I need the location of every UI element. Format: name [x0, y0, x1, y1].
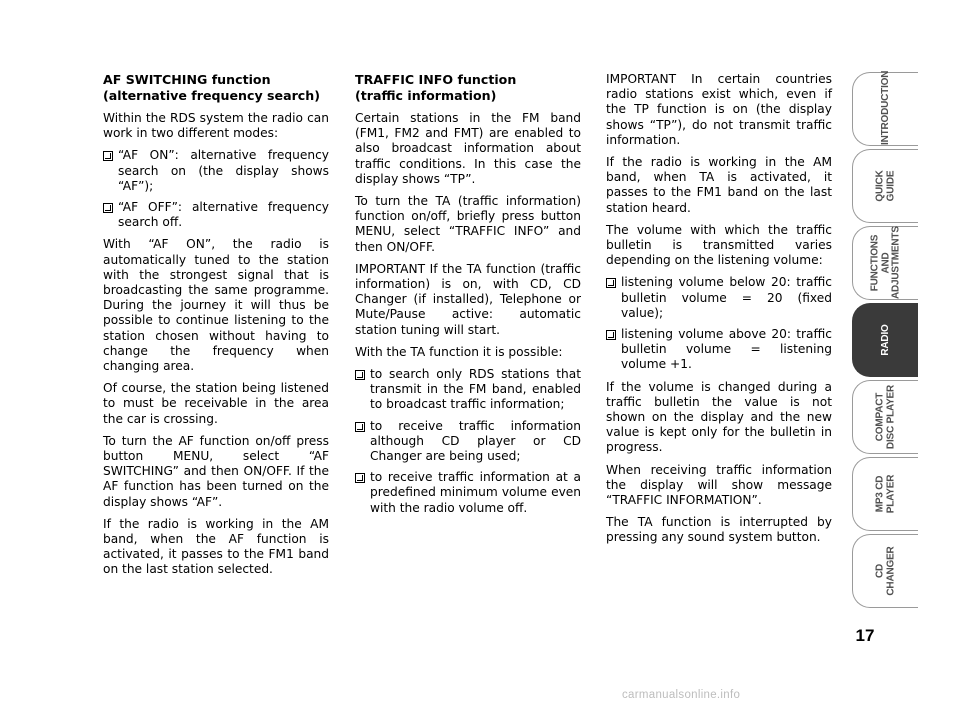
checkbox-bullet-icon — [606, 330, 616, 340]
paragraph: IMPORTANT In certain countries radio stations exist which, even if the TP function is on (the display shows “TP”), do not transmit traffic information. — [606, 72, 832, 147]
list-item: “AF OFF”: alternative frequency search off. — [103, 200, 329, 230]
paragraph: If the volume is changed during a traffic bulletin the value is not shown on the display and the new value is kept only for the bulletin in progress. — [606, 379, 832, 455]
tab-quick-guide[interactable]: QUICK GUIDE — [852, 149, 918, 223]
paragraph: With the TA function it is possible: — [355, 344, 563, 359]
bullet-list — [103, 148, 329, 230]
checkbox-bullet-icon — [355, 370, 365, 380]
checkbox-bullet-icon — [103, 203, 113, 213]
paragraph: To turn the AF function on/off press button MENU, select “AF SWITCHING” and then ON/OFF. If the AF function has been turned on the display shows “AF”. — [103, 433, 329, 509]
tab-functions-and-adjustments[interactable]: FUNCTIONS AND ADJUSTMENTS — [852, 226, 918, 300]
paragraph: To turn the TA (traffic information) function on/off, briefly press button MENU, select “TRAFFIC INFO” and then ON/OFF. — [355, 194, 581, 254]
list-item: “AF ON”: alternative frequency search on (the display shows “AF”); — [103, 148, 329, 194]
paragraph: With “AF ON”, the radio is automatically tuned to the station with the strongest signal that is broadcasting the same programme. During the journey it will thus be possible to continue listening to the station chosen without having to change the frequency when changing area. — [103, 237, 329, 374]
bullet-list — [355, 367, 581, 516]
checkbox-bullet-icon — [606, 278, 616, 288]
checkbox-bullet-icon — [355, 422, 365, 432]
paragraph: The TA function is interrupted by pressing any sound system button. — [606, 515, 832, 545]
section-heading-af-switching: AF SWITCHING function (alternative frequency search) — [103, 72, 320, 103]
paragraph: Of course, the station being listened to must be receivable in the area the car is crossing. — [103, 381, 329, 426]
checkbox-bullet-icon — [355, 473, 365, 483]
section-tabs — [852, 72, 918, 611]
paragraph: Within the RDS system the radio can work in two different modes: — [103, 111, 329, 141]
tab-radio[interactable]: RADIO — [852, 303, 918, 377]
tab-compact-disc-player[interactable]: COMPACT DISC PLAYER — [852, 380, 918, 454]
list-item: listening volume below 20: traffic bulletin volume = 20 (fixed value); — [606, 275, 832, 321]
list-item: listening volume above 20: traffic bulletin volume = listening volume +1. — [606, 327, 832, 373]
section-heading-traffic-info: TRAFFIC INFO function (traffic information) — [355, 72, 517, 103]
page-number: 17 — [855, 626, 875, 645]
list-item: to search only RDS stations that transmit in the FM band, enabled to broadcast traffic information; — [355, 367, 581, 413]
bullet-list — [606, 275, 832, 372]
paragraph: The volume with which the traffic bulletin is transmitted varies depending on the listening volume: — [606, 222, 832, 268]
paragraph: When receiving traffic information the display will show message “TRAFFIC INFORMATION”. — [606, 462, 832, 508]
tab-introduction[interactable]: INTRODUCTION — [852, 72, 918, 146]
watermark: carmanualsonline.info — [622, 689, 741, 701]
column-af-switching — [103, 72, 329, 585]
list-item: to receive traffic information at a predefined minimum volume even with the radio volume off. — [355, 470, 581, 516]
paragraph: If the radio is working in the AM band, when the AF function is activated, it passes to the FM1 band on the last station selected. — [103, 516, 329, 577]
paragraph: Certain stations in the FM band (FM1, FM2 and FMT) are enabled to also broadcast information about traffic conditions. In this case the display shows “TP”. — [355, 111, 581, 186]
paragraph: IMPORTANT If the TA function (traffic information) is on, with CD, CD Changer (if installed), Telephone or Mute/Pause active: automatic station tuning will start. — [355, 261, 581, 337]
column-traffic-info — [355, 72, 581, 523]
tab-cd-changer[interactable]: CD CHANGER — [852, 534, 918, 608]
checkbox-bullet-icon — [103, 151, 113, 161]
tab-mp3-cd-player[interactable]: MP3 CD PLAYER — [852, 457, 918, 531]
column-traffic-notes — [606, 72, 832, 553]
paragraph: If the radio is working in the AM band, when TA is activated, it passes to the FM1 band on the last station heard. — [606, 155, 832, 215]
list-item: to receive traffic information although CD player or CD Changer are being used; — [355, 419, 581, 465]
